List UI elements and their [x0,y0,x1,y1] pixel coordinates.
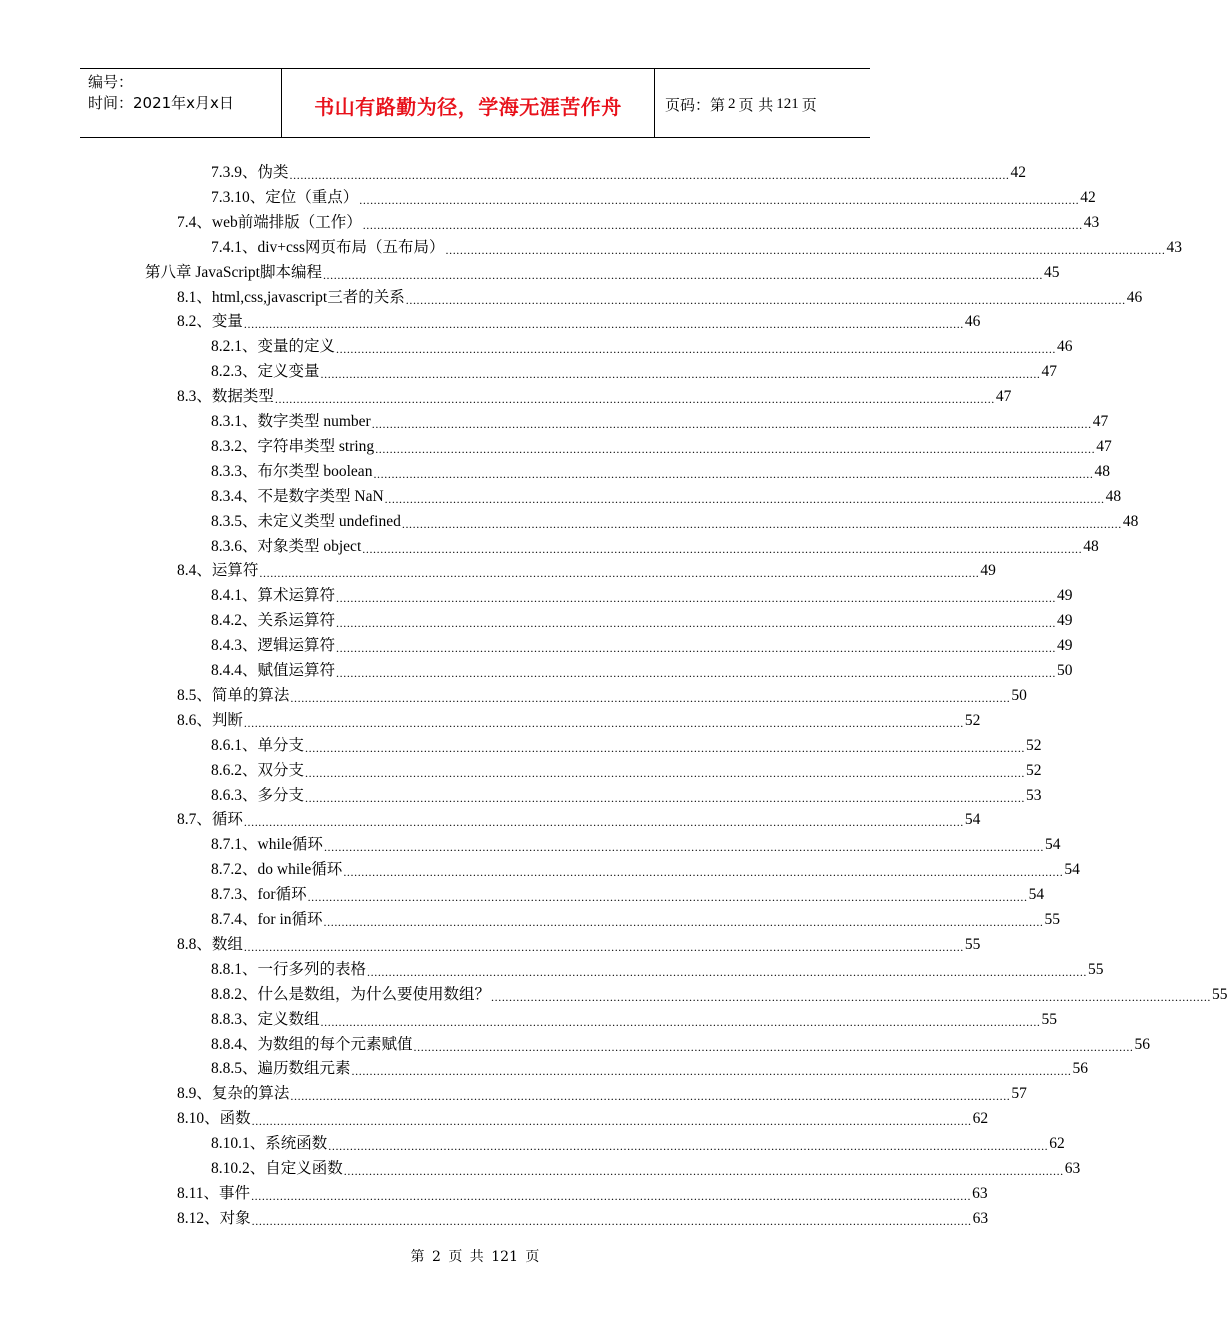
toc-leader-dots: ........................................................................................................................................................................................................ [289,168,1010,182]
toc-entry[interactable] [211,332,1073,357]
toc-entry-title: 8.3.4、不是数字类型 NaN [211,487,384,505]
toc-entry-title: 7.3.9、伪类 [211,164,289,181]
toc-entry-page: 55 [1088,960,1104,978]
toc-leader-dots: ........................................................................................................................................................................................................ [305,765,1026,780]
toc-entry-title: 第八章 JavaScript脚本编程 [145,263,322,281]
toc-leader-dots: ........................................................................................................................................................................................................ [336,666,1057,680]
toc-entry[interactable] [211,1129,1065,1154]
toc-entry[interactable] [211,606,1073,631]
toc-entry-page: 63 [1064,1160,1081,1177]
toc-entry-page: 54 [964,811,981,829]
toc-leader-dots: ........................................................................................................................................................................................................ [305,740,1026,755]
toc-entry[interactable] [211,1054,1089,1079]
toc-entry-title: 8.2.1、变量的定义 [211,338,336,356]
toc-entry-title: 8.11、事件 [177,1184,251,1202]
toc-leader-dots: ........................................................................................................................................................................................................ [362,217,1083,232]
toc-entry[interactable] [211,880,1045,905]
toc-entry[interactable] [211,955,1104,980]
toc-entry-title: 8.3.6、对象类型 object [211,537,362,555]
toc-entry[interactable] [211,980,1228,1005]
toc-leader-dots: ........................................................................................................................................................................................................ [359,192,1080,207]
toc-entry-title: 8.7.2、do while循环 [211,861,343,879]
toc-entry-title: 7.4.1、div+css网页布局（五布局） [211,238,445,256]
toc-entry-page: 43 [1083,213,1100,231]
toc-entry[interactable] [211,357,1058,382]
toc-leader-dots: ........................................................................................................................................................................................................ [243,715,964,730]
header-meta [80,69,282,137]
page-prefix: 页码：第 [665,95,726,114]
toc-entry[interactable] [211,581,1073,606]
toc-entry-title: 8.9、复杂的算法 [177,1085,290,1103]
toc-entry-title: 8.12、对象 [177,1209,251,1227]
toc-entry-page: 55 [1041,1010,1058,1028]
toc-entry[interactable] [211,781,1042,806]
toc-entry-page: 47 [1096,437,1112,455]
toc-entry-title: 8.6.2、双分支 [211,761,305,779]
toc-entry-title: 8.6.3、多分支 [211,786,305,804]
toc-entry-title: 8.8.2、什么是数组，为什么要使用数组？ [211,985,491,1003]
toc-leader-dots: ........................................................................................................................................................................................................ [323,840,1044,855]
toc-entry[interactable] [177,930,981,955]
toc-leader-dots: ........................................................................................................................................................................................................ [336,591,1057,606]
toc-entry[interactable] [211,233,1182,258]
page-total: 121 [776,95,799,112]
toc-entry[interactable] [177,1079,1027,1104]
toc-entry-title: 8.2、变量 [177,313,243,331]
toc-entry-title: 8.4.1、算术运算符 [211,587,336,605]
toc-entry-title: 8.3.3、布尔类型 boolean [211,462,373,480]
toc-entry-title: 8.6、判断 [177,711,243,729]
toc-entry[interactable] [211,1005,1058,1030]
toc-entry-page: 55 [1044,911,1061,928]
toc-entry-title: 8.5、简单的算法 [177,686,290,704]
number-label: 编号： [88,73,134,91]
toc-leader-dots: ........................................................................................................................................................................................................ [445,242,1166,257]
toc-entry-title: 8.7、循环 [177,811,243,829]
toc-leader-dots: ........................................................................................................................................................................................................ [413,1039,1134,1054]
toc-leader-dots: ........................................................................................................................................................................................................ [323,915,1044,929]
toc-entry-title: 8.7.3、for循环 [211,886,307,904]
toc-leader-dots: ........................................................................................................................................................................................................ [290,690,1011,705]
toc-entry-title: 8.8.4、为数组的每个元素赋值 [211,1035,413,1053]
toc-leader-dots: ........................................................................................................................................................................................................ [336,342,1057,357]
toc-entry-title: 8.4.2、关系运算符 [211,612,336,630]
toc-entry-page: 42 [1080,188,1096,206]
toc-leader-dots: ........................................................................................................................................................................................................ [401,516,1122,531]
toc-leader-dots: ........................................................................................................................................................................................................ [362,541,1083,556]
toc-leader-dots: ........................................................................................................................................................................................................ [351,1064,1072,1079]
toc-entry-page: 46 [964,313,981,331]
toc-entry[interactable] [211,432,1112,457]
toc-entry-page: 62 [1049,1135,1065,1153]
toc-entry-page: 45 [1043,263,1060,281]
toc-entry[interactable] [177,208,1100,233]
toc-entry-page: 63 [972,1184,988,1202]
toc-entry[interactable] [211,158,1027,183]
toc-entry[interactable] [177,283,1143,308]
toc-entry[interactable] [177,307,981,332]
toc-leader-dots: ........................................................................................................................................................................................................ [259,566,980,581]
toc-entry-page: 48 [1122,512,1139,530]
toc-entry[interactable] [211,1154,1081,1179]
toc-entry[interactable] [211,532,1099,557]
toc-leader-dots: ........................................................................................................................................................................................................ [373,466,1094,481]
toc-entry-title: 8.1、html,css,javascript三者的关系 [177,288,405,306]
toc-entry-title: 7.4、web前端排版（工作） [177,213,362,231]
header-motto: 书山有路勤为径，学海无涯苦作舟 [282,69,655,137]
toc-entry[interactable] [177,1104,989,1129]
toc-leader-dots: ........................................................................................................................................................................................................ [274,392,995,407]
toc-entry[interactable] [211,507,1139,532]
toc-entry-page: 55 [1212,985,1228,1003]
page-suffix: 页 [801,95,817,114]
toc-entry-title: 8.8.1、一行多列的表格 [211,960,367,978]
toc-entry-page: 49 [980,562,996,580]
toc-entry-page: 52 [964,711,981,729]
toc-entry-page: 55 [964,935,981,953]
toc-entry[interactable] [177,382,1012,407]
page-mid: 页 共 [738,95,774,114]
toc-entry-page: 49 [1057,587,1073,605]
toc-entry-page: 52 [1026,736,1042,754]
toc-leader-dots: ........................................................................................................................................................................................................ [405,292,1126,307]
toc-entry-page: 57 [1011,1085,1027,1103]
toc-entry[interactable] [177,681,1027,706]
toc-entry-page: 48 [1094,462,1110,480]
toc-entry-title: 8.10、函数 [177,1110,251,1128]
toc-entry-page: 50 [1057,662,1073,679]
toc-leader-dots: ........................................................................................................................................................................................................ [251,1114,972,1129]
toc-entry-title: 8.4.4、赋值运算符 [211,662,336,679]
time-label: 时间：2021年x月x日 [88,94,234,112]
toc-entry-page: 56 [1072,1060,1089,1078]
toc-entry-page: 47 [1092,413,1109,430]
toc-entry-title: 8.8、数组 [177,935,243,953]
toc-entry[interactable] [211,407,1109,432]
toc-entry-page: 47 [995,388,1012,406]
toc-leader-dots: ........................................................................................................................................................................................................ [336,641,1057,656]
toc-leader-dots: ........................................................................................................................................................................................................ [251,1188,972,1203]
toc-entry[interactable] [211,731,1042,756]
toc-entry-page: 46 [1057,338,1073,356]
page-header [80,68,870,138]
toc-entry-page: 48 [1105,487,1122,505]
toc-entry[interactable] [211,482,1122,507]
toc-entry-page: 48 [1083,537,1099,555]
toc-entry-title: 8.7.1、while循环 [211,836,323,854]
toc-leader-dots: ........................................................................................................................................................................................................ [243,815,964,830]
toc-entry-title: 8.7.4、for in循环 [211,911,323,928]
toc-entry-page: 49 [1057,637,1073,655]
toc-leader-dots: ........................................................................................................................................................................................................ [336,616,1057,631]
toc-entry-title: 8.6.1、单分支 [211,736,305,754]
toc-leader-dots: ........................................................................................................................................................................................................ [343,1164,1064,1178]
toc-entry[interactable] [211,830,1061,855]
toc-entry-page: 56 [1134,1035,1151,1053]
toc-leader-dots: ........................................................................................................................................................................................................ [243,939,964,954]
toc-entry-page: 47 [1041,363,1058,381]
page-footer: 第 2 页 共 121 页 [410,1249,540,1265]
header-page-info [655,69,870,137]
toc-leader-dots: ........................................................................................................................................................................................................ [491,989,1212,1004]
toc-entry-page: 62 [972,1110,989,1128]
toc-entry[interactable] [211,756,1042,781]
toc-entry[interactable] [145,258,1060,283]
toc-entry[interactable] [177,1204,989,1229]
toc-entry[interactable] [211,855,1080,880]
toc-entry-title: 8.10.1、系统函数 [211,1135,328,1153]
toc-leader-dots: ........................................................................................................................................................................................................ [375,441,1096,456]
toc-entry[interactable] [177,1179,988,1204]
toc-leader-dots: ........................................................................................................................................................................................................ [320,367,1041,382]
page-current: 2 [728,95,736,112]
toc-entry-page: 63 [972,1209,989,1227]
toc-leader-dots: ........................................................................................................................................................................................................ [307,890,1028,905]
toc-entry-page: 52 [1026,761,1042,779]
toc-entry-title: 8.8.3、定义数组 [211,1010,320,1028]
toc-leader-dots: ........................................................................................................................................................................................................ [320,1014,1041,1029]
toc-entry[interactable] [211,656,1073,681]
toc-entry-title: 8.4.3、逻辑运算符 [211,637,336,655]
toc-entry[interactable] [177,556,996,581]
toc-entry[interactable] [211,457,1110,482]
toc-entry-page: 43 [1166,238,1182,256]
toc-entry[interactable] [211,631,1073,656]
toc-entry-title: 8.8.5、遍历数组元素 [211,1060,351,1078]
toc-leader-dots: ........................................................................................................................................................................................................ [305,790,1026,805]
toc-leader-dots: ........................................................................................................................................................................................................ [322,267,1043,282]
toc-entry-page: 53 [1026,786,1042,804]
toc-entry-page: 49 [1057,612,1073,630]
toc-entry-page: 50 [1011,686,1027,704]
toc-entry-title: 8.2.3、定义变量 [211,363,320,381]
toc-entry-title: 8.3.5、未定义类型 undefined [211,512,401,530]
toc-entry-page: 46 [1126,288,1143,306]
toc-entry-title: 8.3.2、字符串类型 string [211,437,375,455]
toc-entry[interactable] [177,805,981,830]
toc-leader-dots: ........................................................................................................................................................................................................ [384,491,1105,506]
toc-entry[interactable] [211,905,1061,930]
toc-leader-dots: ........................................................................................................................................................................................................ [251,1213,972,1228]
toc-entry-title: 8.4、运算符 [177,562,259,580]
toc-leader-dots: ........................................................................................................................................................................................................ [290,1089,1011,1104]
toc-leader-dots: ........................................................................................................................................................................................................ [367,964,1088,979]
toc-entry[interactable] [211,1030,1151,1055]
toc-entry-page: 54 [1028,886,1045,904]
toc-entry-title: 8.3.1、数字类型 number [211,413,371,430]
toc-entry[interactable] [211,183,1096,208]
toc-entry-page: 54 [1064,861,1080,879]
toc-entry-title: 7.3.10、定位（重点） [211,188,359,206]
toc-leader-dots: ........................................................................................................................................................................................................ [328,1139,1049,1154]
toc-entry-page: 42 [1010,164,1027,181]
toc-leader-dots: ........................................................................................................................................................................................................ [371,417,1092,431]
toc-entry-title: 8.3、数据类型 [177,388,274,406]
toc-leader-dots: ........................................................................................................................................................................................................ [343,865,1064,880]
toc-entry[interactable] [177,706,981,731]
toc-entry-page: 54 [1044,836,1061,854]
toc-leader-dots: ........................................................................................................................................................................................................ [243,317,964,332]
toc-entry-title: 8.10.2、自定义函数 [211,1160,343,1177]
